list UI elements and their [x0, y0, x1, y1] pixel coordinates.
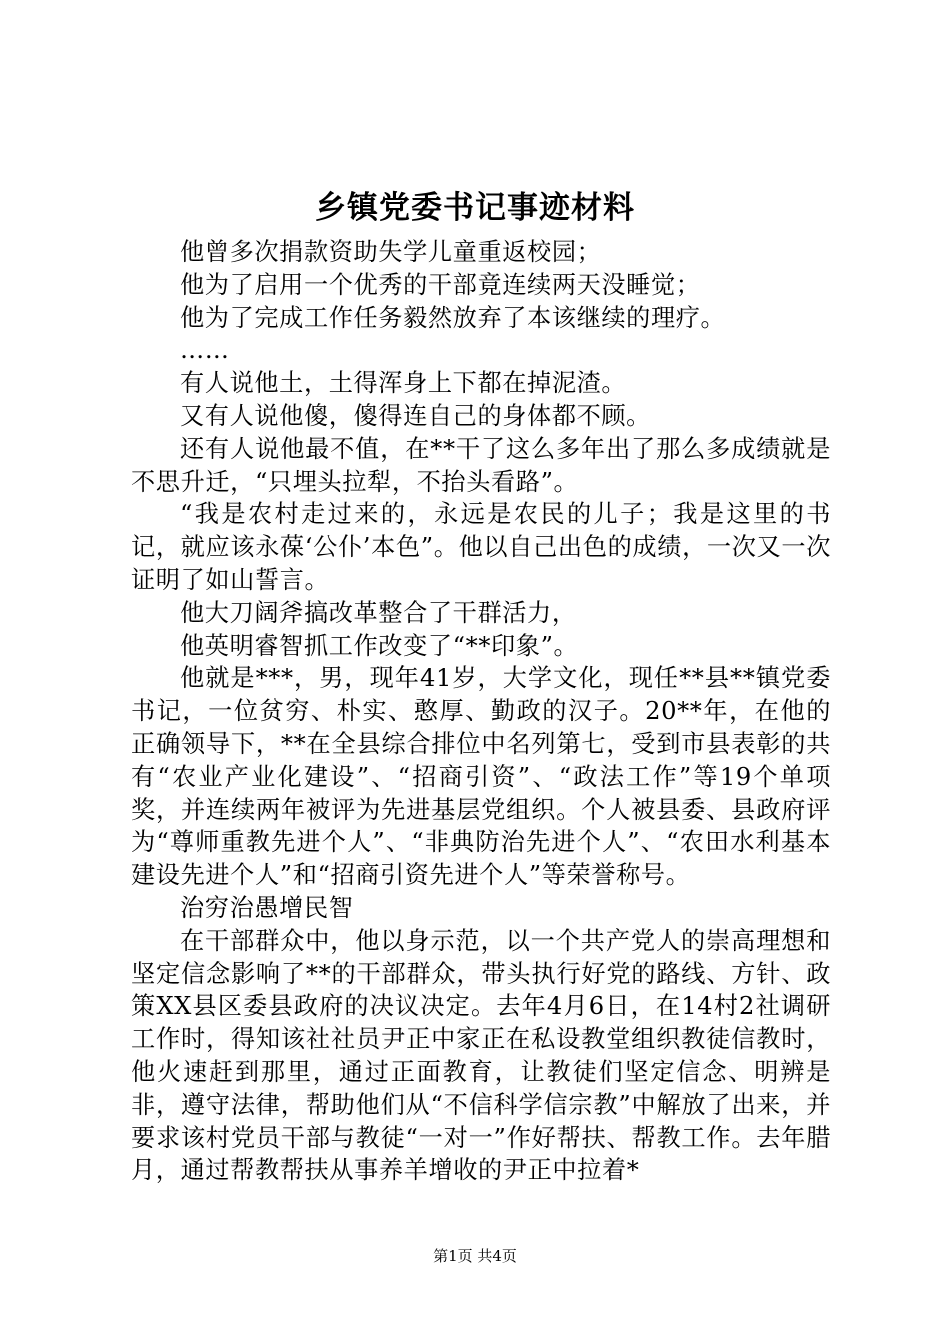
paragraph: 又有人说他傻，傻得连自己的身体都不顾。 — [180, 401, 651, 430]
paragraph: “我是农村走过来的，永远是农民的儿子；我是这里的书记，就应该永葆‘公仆’本色”。他以自己出色的成绩，一次又一次证明了如山誓言。 — [131, 500, 831, 594]
paragraph: 他大刀阔斧搞改革整合了干群活力， — [180, 598, 577, 627]
paragraph: …… — [180, 336, 230, 365]
paragraph: 他英明睿智抓工作改变了“**印象”。 — [180, 631, 579, 660]
document-title: 乡镇党委书记事迹材料 — [315, 190, 635, 226]
paragraph: 在干部群众中，他以身示范，以一个共产党人的崇高理想和坚定信念影响了**的干部群众，带头执行好党的路线、方针、政策XX县区委县政府的决议决定。去年4月6日，在14村2社调研工作时，得知该社社员尹正中家正在私设教堂组织教徒信教时，他火速赶到那里，通过正面教育，让教徒们坚定信念、明辨是非，遵守法律，帮助他们从“不信科学信宗教”中解放了出来，并要求该村党员干部与教徒“一对一”作好帮扶、帮教工作。去年腊月，通过帮教帮扶从事养羊增收的尹正中拉着* — [131, 926, 831, 1185]
paragraph: 他曾多次捐款资助失学儿童重返校园； — [180, 238, 602, 266]
paragraph: 他为了完成工作任务毅然放弃了本该继续的理疗。 — [180, 303, 726, 332]
section-heading: 治穷治愚增民智 — [180, 893, 354, 922]
document-body — [131, 236, 831, 1187]
paragraph: 他为了启用一个优秀的干部竟连续两天没睡觉； — [180, 270, 701, 299]
page-footer: 第1页 共4页 — [433, 1247, 517, 1265]
paragraph: 有人说他土，土得浑身上下都在掉泥渣。 — [180, 369, 627, 398]
paragraph: 还有人说他最不值，在**干了这么多年出了那么多成绩就是不思升迁，“只埋头拉犁，不抬头看路”。 — [131, 434, 831, 496]
paragraph: 他就是***，男，现年41岁，大学文化，现任**县**镇党委书记，一位贫穷、朴实、憨厚、勤政的汉子。20**年，在他的正确领导下，**在全县综合排位中名列第七，受到市县表彰的共有“农业产业化建设”、“招商引资”、“政法工作”等19个单项奖，并连续两年被评为先进基层党组织。个人被县委、县政府评为“尊师重教先进个人”、“非典防治先进个人”、“农田水利基本建设先进个人”和“招商引资先进个人”等荣誉称号。 — [131, 664, 831, 890]
